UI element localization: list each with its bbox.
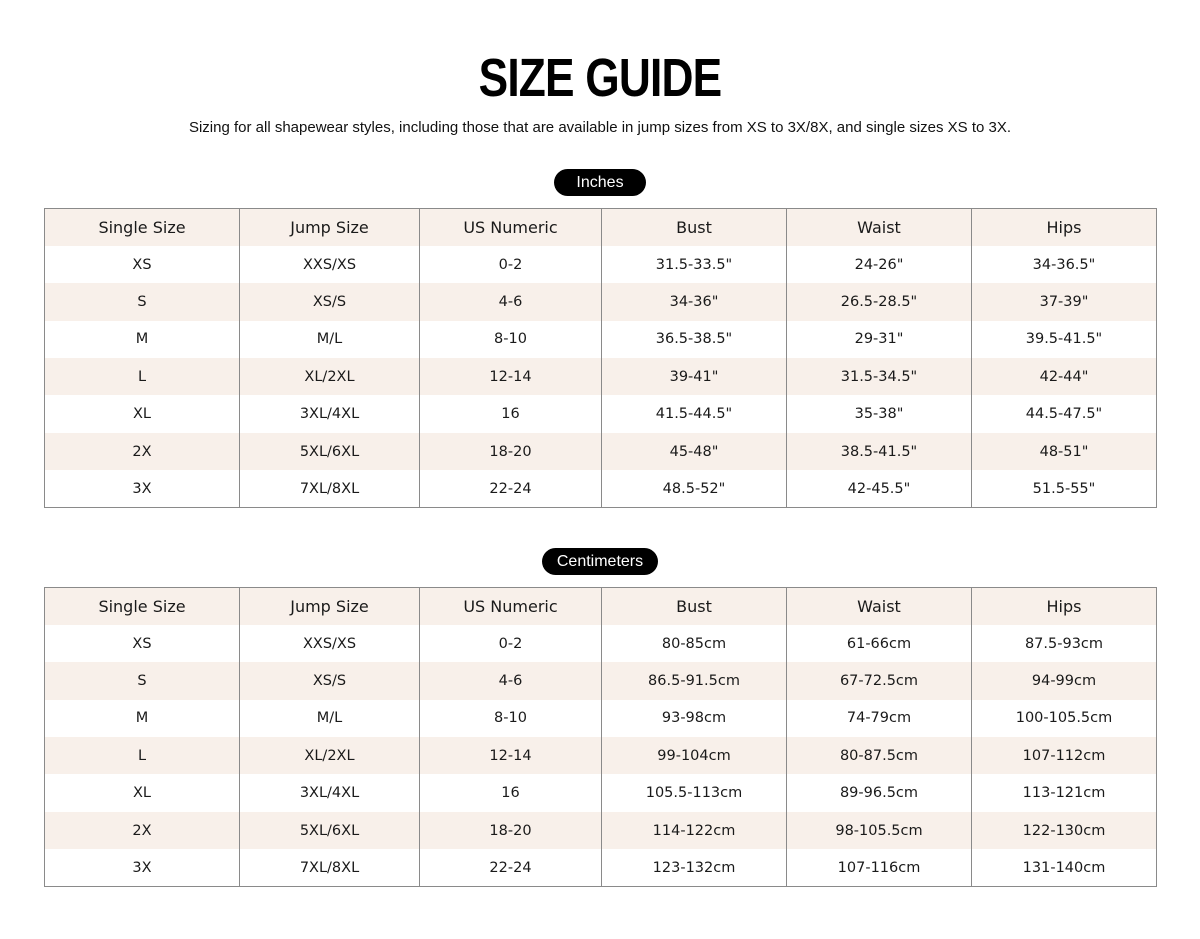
cell-waist: 24-26" <box>787 246 972 283</box>
cell-single-size: 3X <box>45 849 240 886</box>
cell-hips: 100-105.5cm <box>972 700 1157 737</box>
header-single-size: Single Size <box>45 209 240 246</box>
table-row <box>45 246 1157 283</box>
table-row <box>45 700 1157 737</box>
cell-hips: 113-121cm <box>972 774 1157 811</box>
inches-size-table <box>44 208 1157 508</box>
cell-us-numeric: 8-10 <box>420 700 602 737</box>
cell-hips: 51.5-55" <box>972 470 1157 507</box>
cell-waist: 98-105.5cm <box>787 812 972 849</box>
cell-bust: 114-122cm <box>602 812 787 849</box>
cell-single-size: L <box>45 737 240 774</box>
cell-jump-size: 3XL/4XL <box>240 395 420 432</box>
cell-hips: 94-99cm <box>972 662 1157 699</box>
cell-waist: 74-79cm <box>787 700 972 737</box>
cell-jump-size: 7XL/8XL <box>240 470 420 507</box>
cell-hips: 122-130cm <box>972 812 1157 849</box>
cell-single-size: M <box>45 700 240 737</box>
cell-us-numeric: 22-24 <box>420 849 602 886</box>
header-single-size: Single Size <box>45 588 240 625</box>
cell-bust: 105.5-113cm <box>602 774 787 811</box>
cell-jump-size: 7XL/8XL <box>240 849 420 886</box>
cell-waist: 107-116cm <box>787 849 972 886</box>
cell-waist: 38.5-41.5" <box>787 433 972 470</box>
header-waist: Waist <box>787 209 972 246</box>
cell-us-numeric: 16 <box>420 774 602 811</box>
cell-us-numeric: 4-6 <box>420 662 602 699</box>
cell-hips: 131-140cm <box>972 849 1157 886</box>
header-hips: Hips <box>972 209 1157 246</box>
cell-waist: 67-72.5cm <box>787 662 972 699</box>
header-waist: Waist <box>787 588 972 625</box>
cell-jump-size: M/L <box>240 321 420 358</box>
cell-jump-size: XXS/XS <box>240 246 420 283</box>
cell-jump-size: 5XL/6XL <box>240 433 420 470</box>
cell-us-numeric: 12-14 <box>420 358 602 395</box>
table-row <box>45 321 1157 358</box>
header-us-numeric: US Numeric <box>420 209 602 246</box>
cell-us-numeric: 4-6 <box>420 283 602 320</box>
cell-waist: 31.5-34.5" <box>787 358 972 395</box>
header-bust: Bust <box>602 588 787 625</box>
cell-bust: 34-36" <box>602 283 787 320</box>
cell-jump-size: XS/S <box>240 662 420 699</box>
cell-single-size: XL <box>45 774 240 811</box>
cell-bust: 93-98cm <box>602 700 787 737</box>
header-jump-size: Jump Size <box>240 588 420 625</box>
header-us-numeric: US Numeric <box>420 588 602 625</box>
cell-waist: 61-66cm <box>787 625 972 662</box>
centimeters-size-table <box>44 587 1157 887</box>
table-row <box>45 737 1157 774</box>
cell-bust: 80-85cm <box>602 625 787 662</box>
cell-single-size: M <box>45 321 240 358</box>
cell-hips: 44.5-47.5" <box>972 395 1157 432</box>
cell-jump-size: XS/S <box>240 283 420 320</box>
table-row <box>45 774 1157 811</box>
cell-hips: 87.5-93cm <box>972 625 1157 662</box>
cell-single-size: XS <box>45 625 240 662</box>
cell-bust: 36.5-38.5" <box>602 321 787 358</box>
cell-us-numeric: 0-2 <box>420 625 602 662</box>
table-row <box>45 358 1157 395</box>
cell-single-size: L <box>45 358 240 395</box>
cell-bust: 123-132cm <box>602 849 787 886</box>
cell-bust: 48.5-52" <box>602 470 787 507</box>
cell-us-numeric: 12-14 <box>420 737 602 774</box>
table-header-row <box>45 209 1157 246</box>
cell-bust: 41.5-44.5" <box>602 395 787 432</box>
table-row <box>45 812 1157 849</box>
cell-us-numeric: 22-24 <box>420 470 602 507</box>
table-row <box>45 395 1157 432</box>
centimeters-unit-badge: Centimeters <box>542 548 658 575</box>
table-row <box>45 283 1157 320</box>
header-bust: Bust <box>602 209 787 246</box>
cell-waist: 26.5-28.5" <box>787 283 972 320</box>
cell-bust: 99-104cm <box>602 737 787 774</box>
cell-waist: 80-87.5cm <box>787 737 972 774</box>
cell-bust: 45-48" <box>602 433 787 470</box>
cell-hips: 107-112cm <box>972 737 1157 774</box>
table-header-row <box>45 588 1157 625</box>
cell-us-numeric: 8-10 <box>420 321 602 358</box>
inches-unit-badge: Inches <box>554 169 646 196</box>
table-row <box>45 662 1157 699</box>
cell-hips: 37-39" <box>972 283 1157 320</box>
cell-us-numeric: 0-2 <box>420 246 602 283</box>
cell-waist: 29-31" <box>787 321 972 358</box>
table-row <box>45 433 1157 470</box>
cell-jump-size: M/L <box>240 700 420 737</box>
cell-us-numeric: 16 <box>420 395 602 432</box>
header-hips: Hips <box>972 588 1157 625</box>
cell-waist: 35-38" <box>787 395 972 432</box>
cell-single-size: S <box>45 662 240 699</box>
cell-waist: 89-96.5cm <box>787 774 972 811</box>
cell-jump-size: 5XL/6XL <box>240 812 420 849</box>
cell-us-numeric: 18-20 <box>420 433 602 470</box>
cell-single-size: S <box>45 283 240 320</box>
table-row <box>45 625 1157 662</box>
cell-jump-size: XL/2XL <box>240 358 420 395</box>
page-title: SIZE GUIDE <box>478 48 722 108</box>
cell-waist: 42-45.5" <box>787 470 972 507</box>
table-row <box>45 849 1157 886</box>
cell-us-numeric: 18-20 <box>420 812 602 849</box>
table-row <box>45 470 1157 507</box>
cell-hips: 34-36.5" <box>972 246 1157 283</box>
cell-jump-size: 3XL/4XL <box>240 774 420 811</box>
cell-bust: 39-41" <box>602 358 787 395</box>
cell-jump-size: XXS/XS <box>240 625 420 662</box>
page-subtitle: Sizing for all shapewear styles, including those that are available in jump sizes from XS to 3X/8X, and single sizes XS to 3X. <box>188 119 1012 136</box>
cell-single-size: XS <box>45 246 240 283</box>
cell-bust: 31.5-33.5" <box>602 246 787 283</box>
header-jump-size: Jump Size <box>240 209 420 246</box>
cell-bust: 86.5-91.5cm <box>602 662 787 699</box>
cell-hips: 42-44" <box>972 358 1157 395</box>
cell-hips: 48-51" <box>972 433 1157 470</box>
cell-single-size: 2X <box>45 433 240 470</box>
cell-single-size: 2X <box>45 812 240 849</box>
cell-single-size: XL <box>45 395 240 432</box>
cell-single-size: 3X <box>45 470 240 507</box>
cell-jump-size: XL/2XL <box>240 737 420 774</box>
cell-hips: 39.5-41.5" <box>972 321 1157 358</box>
